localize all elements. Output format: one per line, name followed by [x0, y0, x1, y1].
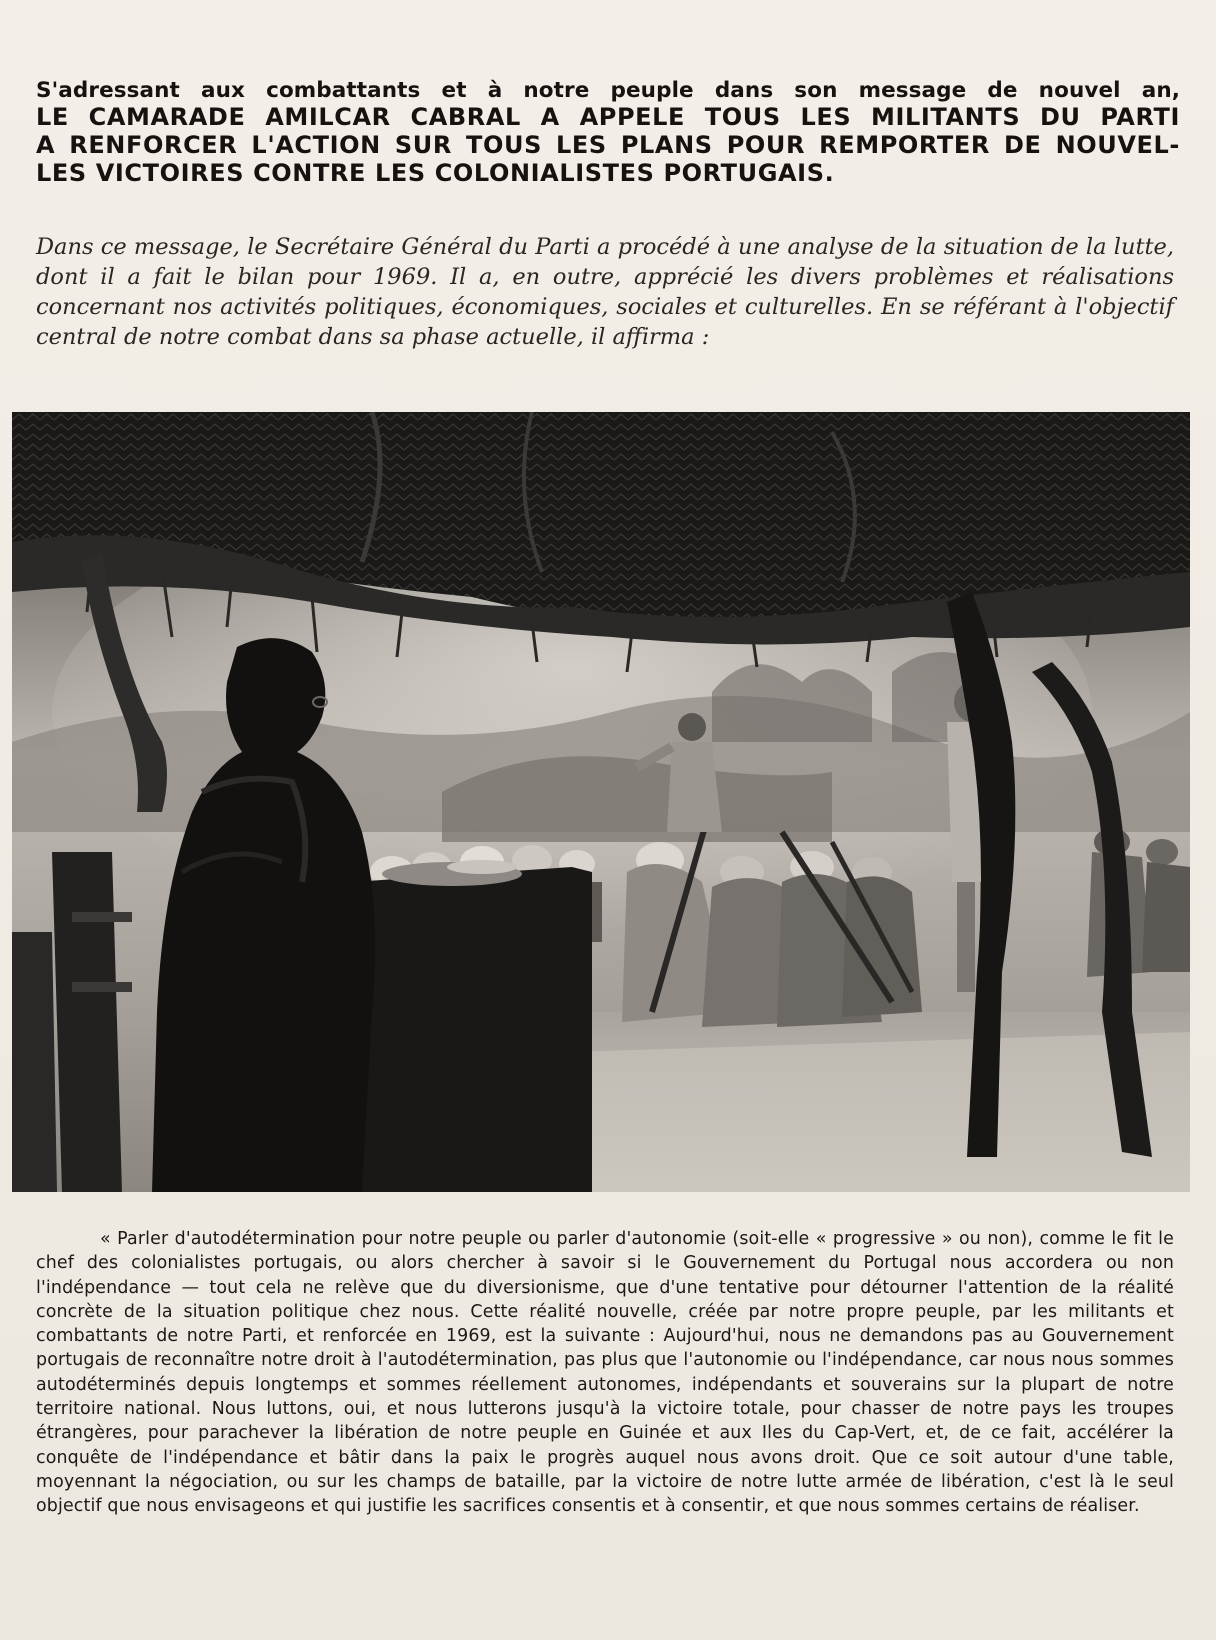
headline-line-3: LES VICTOIRES CONTRE LES COLONIALISTES PORTUGAIS. [36, 159, 835, 187]
headline-lead: S'adressant aux combattants et à notre peuple dans son message de nouvel an, [36, 78, 1180, 103]
headline-caps [36, 103, 1180, 187]
intro-paragraph: Dans ce message, le Secrétaire Général du Parti a procédé à une analyse de la situation de la lutte, dont il a fait le bilan pour 1969. Il a, en outre, apprécié les divers problèmes et réalisations concernant nos activités politiques, économiques, sociales et culturelles. En se référant à l'objectif central de notre combat dans sa phase actuelle, il affirma : [36, 234, 1174, 350]
headline-line-2: A RENFORCER L'ACTION SUR TOUS LES PLANS POUR REMPORTER DE NOUVEL- [36, 131, 1180, 159]
photograph-meeting-under-shelter [12, 412, 1190, 1192]
headline-line-1: LE CAMARADE AMILCAR CABRAL A APPELE TOUS LES MILITANTS DU PARTI [36, 103, 1180, 131]
headline [36, 78, 1180, 187]
quote-paragraph: « Parler d'autodétermination pour notre peuple ou parler d'autonomie (soit-elle « progressive » ou non), comme le fit le chef des colonialistes portugais, ou alors chercher à savoir si le Gouvernement du Portugal nous accordera ou non l'indépendance — tout cela ne relève que du diversionisme, que d'une tentative pour détourner l'attention de la réalité concrète de la situation politique chez nous. Cette réalité nouvelle, créée par notre propre peuple, par les militants et combattants de notre Parti, et renforcée en 1969, est la suivante : Aujourd'hui, nous ne demandons pas au Gouvernement portugais de reconnaître notre droit à l'autodétermination, pas plus que l'autonomie ou l'indépendance, car nous nous sommes autodéterminés depuis longtemps et sommes réellement autonomes, indépendants et souverains sur la plupart de notre territoire national. Nous luttons, oui, et nous lutterons jusqu'à la victoire totale, pour chasser de notre pays les troupes étrangères, pour parachever la libération de notre peuple en Guinée et aux Iles du Cap-Vert, et, de ce fait, accélérer la conquête de l'indépendance et bâtir dans la paix le progrès auquel nous avons droit. Que ce soit autour d'une table, moyennant la négociation, ou sur les champs de bataille, par la victoire de notre lutte armée de libération, c'est là le seul objectif que nous envisageons et qui justifie les sacrifices consentis et à consentir, et que nous sommes certains de réaliser. [36, 1229, 1174, 1517]
photograph-illustration [12, 412, 1190, 1192]
